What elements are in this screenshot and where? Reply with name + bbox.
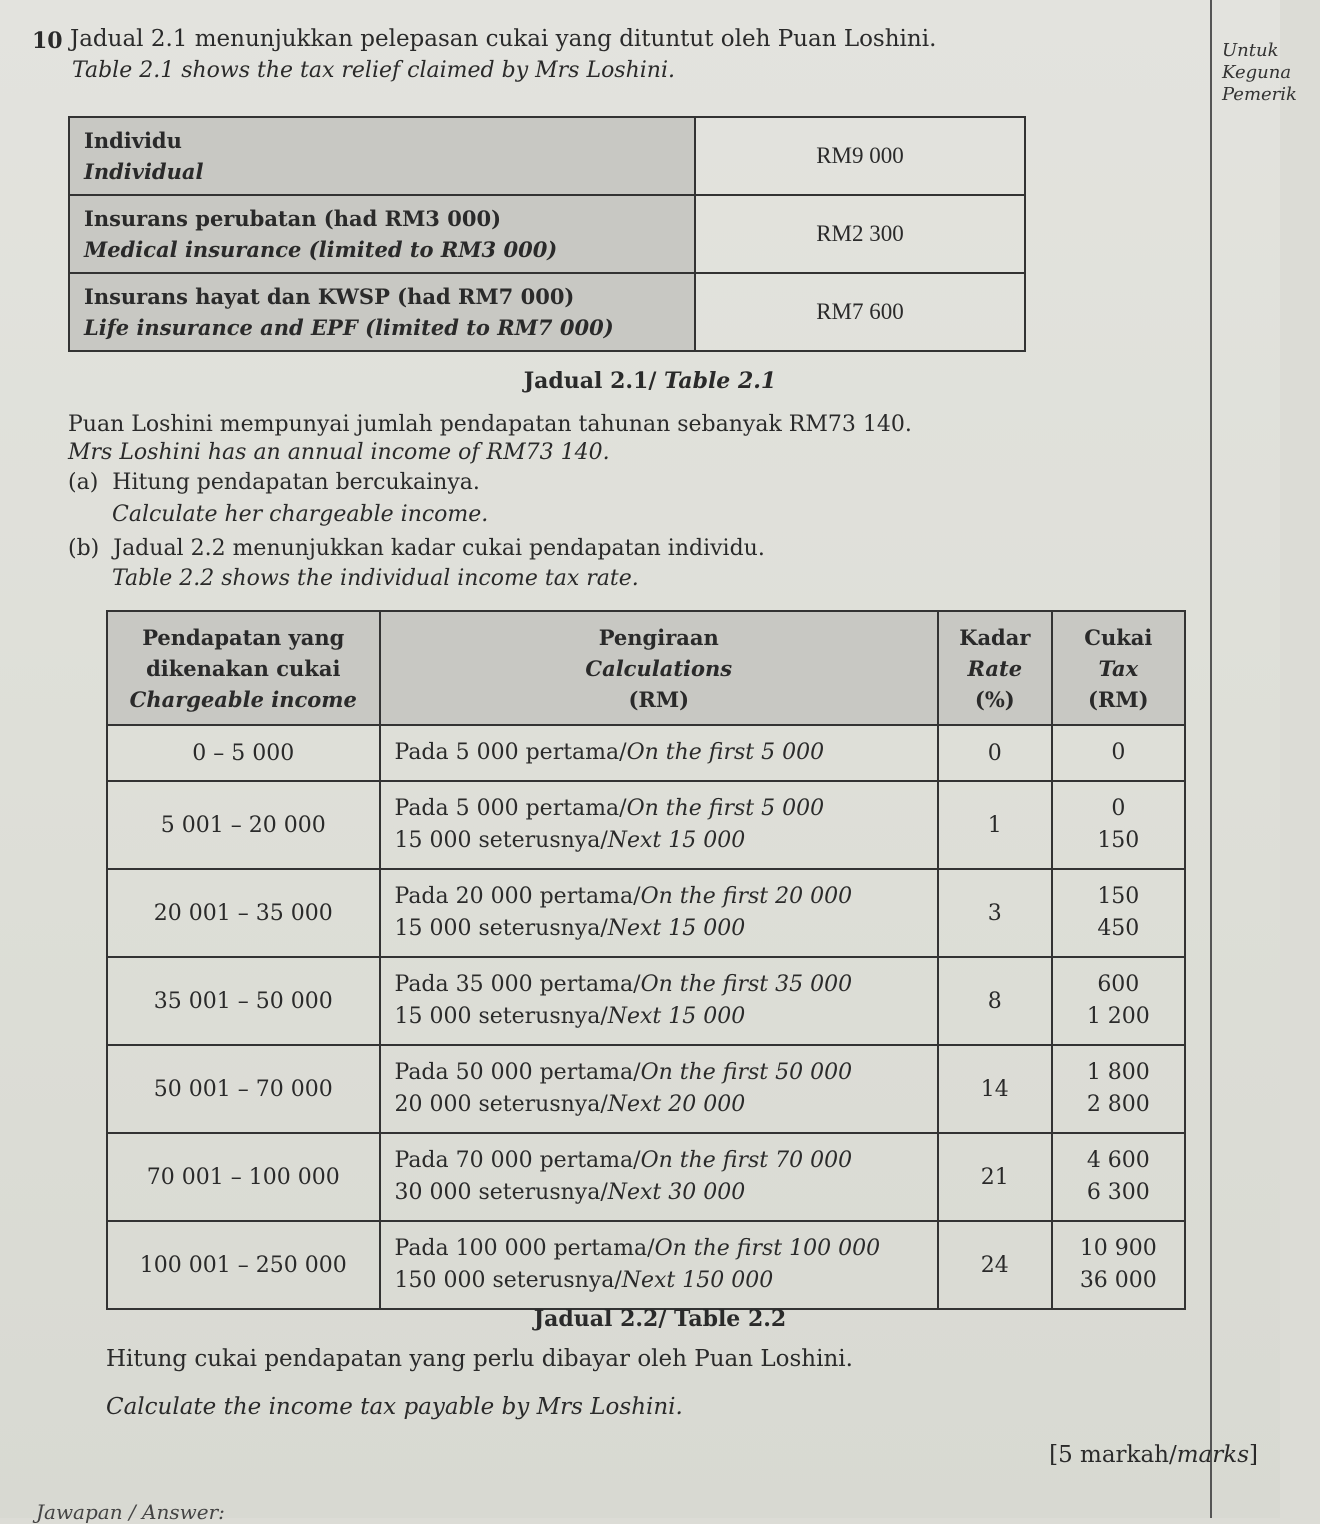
calc-line-2 <box>395 825 936 857</box>
calc1-ms: Pada 5 000 pertama/ <box>394 740 627 765</box>
rate-cell: 24 <box>938 1221 1052 1309</box>
table1-caption <box>0 368 1280 394</box>
income-tax-rate-table <box>106 610 1186 1310</box>
calc-line-2 <box>395 1001 936 1033</box>
rate-cell: 3 <box>938 869 1052 957</box>
table1-caption-ms: Jadual 2.1/ <box>523 368 657 394</box>
calc2-ms: 30 000 seterusnya/ <box>394 1180 608 1205</box>
header-calculations <box>380 611 938 725</box>
calc-line-2 <box>395 1265 936 1297</box>
header-tax-unit: (RM) <box>1088 686 1149 712</box>
header-income-ms2: dikenakan cukai <box>146 655 341 681</box>
calc-line-1 <box>395 881 936 913</box>
tax-value-2: 36 000 <box>1079 1268 1157 1293</box>
tax-value-2: 1 200 <box>1086 1004 1150 1029</box>
calc2-ms: 15 000 seterusnya/ <box>394 1004 608 1029</box>
header-tax-en: Tax <box>1098 655 1139 681</box>
chargeable-income-range: 0 – 5 000 <box>107 725 380 781</box>
calc-line-1 <box>395 1233 936 1265</box>
intro-malay: Jadual 2.1 menunjukkan pelepasan cukai yang dituntut oleh Puan Loshini. <box>70 26 937 52</box>
tax-value-1: 1 800 <box>1086 1060 1150 1085</box>
part-a-malay <box>68 470 480 495</box>
relief-label-en: Life insurance and EPF (limited to RM7 000) <box>84 315 614 340</box>
table2-caption-ms: Jadual 2.2/ <box>533 1306 667 1332</box>
calc-line-1 <box>395 793 936 825</box>
tax-rate-row <box>107 869 1185 957</box>
header-rate-ms: Kadar <box>959 624 1031 650</box>
calculation-cell <box>380 869 938 957</box>
calc1-en: On the first 100 000 <box>654 1236 881 1261</box>
calc2-ms: 20 000 seterusnya/ <box>394 1092 608 1117</box>
relief-label-ms: Insurans hayat dan KWSP (had RM7 000) <box>84 284 575 309</box>
tax-value-1: 0 <box>1111 740 1126 765</box>
calc2-ms: 150 000 seterusnya/ <box>394 1268 622 1293</box>
calculation-cell <box>380 781 938 869</box>
tax-value-1: 600 <box>1097 972 1140 997</box>
relief-label <box>69 195 695 273</box>
calc-line-2 <box>395 913 936 945</box>
tax-cell <box>1052 1045 1185 1133</box>
header-income-en: Chargeable income <box>129 686 357 712</box>
calc1-ms: Pada 5 000 pertama/ <box>394 796 627 821</box>
examiner-margin <box>1210 0 1282 1518</box>
relief-label-ms: Insurans perubatan (had RM3 000) <box>84 206 502 231</box>
task-malay: Hitung cukai pendapatan yang perlu dibayar oleh Puan Loshini. <box>106 1346 853 1372</box>
tax-rate-row <box>107 1045 1185 1133</box>
tax-value-1: 150 <box>1097 884 1140 909</box>
part-b-malay <box>68 536 765 561</box>
tax-rate-row <box>107 781 1185 869</box>
relief-label-en: Individual <box>84 159 204 184</box>
marks-ms: [5 markah/ <box>1049 1442 1177 1468</box>
tax-rate-row <box>107 957 1185 1045</box>
rate-cell: 8 <box>938 957 1052 1045</box>
calc1-en: On the first 5 000 <box>626 740 825 765</box>
calc1-en: On the first 5 000 <box>626 796 825 821</box>
tax-rate-row <box>107 1221 1185 1309</box>
relief-row <box>69 117 1025 195</box>
chargeable-income-range: 100 001 – 250 000 <box>107 1221 380 1309</box>
table2-caption-en: Table 2.2 <box>674 1306 787 1332</box>
calc1-en: On the first 20 000 <box>640 884 853 909</box>
calc2-ms: 15 000 seterusnya/ <box>394 916 608 941</box>
part-b-label: (b) <box>68 536 100 561</box>
calc1-ms: Pada 35 000 pertama/ <box>394 972 641 997</box>
part-a-label: (a) <box>68 470 99 495</box>
calculation-cell <box>380 1133 938 1221</box>
relief-label-en: Medical insurance (limited to RM3 000) <box>84 237 558 262</box>
tax-value-1: 4 600 <box>1086 1148 1150 1173</box>
rate-cell: 21 <box>938 1133 1052 1221</box>
header-rate <box>938 611 1052 725</box>
calc-line-1 <box>395 1145 936 1177</box>
header-calc-unit: (RM) <box>628 686 690 712</box>
task-english: Calculate the income tax payable by Mrs Loshini. <box>106 1394 683 1420</box>
part-b-english: Table 2.2 shows the individual income tax rate. <box>112 566 639 591</box>
table1-caption-en: Table 2.1 <box>664 368 777 394</box>
tax-value-1: 10 900 <box>1079 1236 1157 1261</box>
relief-value: RM2 300 <box>695 195 1025 273</box>
calc1-ms: Pada 100 000 pertama/ <box>394 1236 655 1261</box>
calc-line-1 <box>395 1057 936 1089</box>
calc2-en: Next 15 000 <box>607 1004 746 1029</box>
relief-value: RM7 600 <box>695 273 1025 351</box>
tax-cell <box>1052 725 1185 781</box>
tax-value-1: 0 <box>1111 796 1126 821</box>
margin-label-1: Untuk <box>1222 40 1279 61</box>
calc1-ms: Pada 20 000 pertama/ <box>394 884 641 909</box>
margin-label-3: Pemerik <box>1222 84 1297 105</box>
chargeable-income-range: 70 001 – 100 000 <box>107 1133 380 1221</box>
chargeable-income-range: 5 001 – 20 000 <box>107 781 380 869</box>
part-b-text-ms: Jadual 2.2 menunjukkan kadar cukai pendapatan individu. <box>113 536 765 561</box>
margin-label-2: Keguna <box>1222 62 1292 83</box>
header-chargeable-income <box>107 611 380 725</box>
calc2-en: Next 20 000 <box>607 1092 746 1117</box>
calc-line-1 <box>395 737 936 769</box>
rate-table-header-row <box>107 611 1185 725</box>
header-calc-ms: Pengiraan <box>598 624 719 650</box>
calc1-ms: Pada 70 000 pertama/ <box>394 1148 641 1173</box>
calculation-cell <box>380 725 938 781</box>
calc1-en: On the first 50 000 <box>640 1060 853 1085</box>
calc-line-2 <box>395 1089 936 1121</box>
chargeable-income-range: 50 001 – 70 000 <box>107 1045 380 1133</box>
part-a-text-ms: Hitung pendapatan bercukainya. <box>112 470 480 495</box>
chargeable-income-range: 20 001 – 35 000 <box>107 869 380 957</box>
relief-label-ms: Individu <box>84 128 182 153</box>
tax-cell <box>1052 781 1185 869</box>
header-income-ms1: Pendapatan yang <box>142 624 345 650</box>
tax-value-2: 150 <box>1097 828 1140 853</box>
marks-label <box>1049 1442 1258 1468</box>
header-rate-unit: (%) <box>974 686 1015 712</box>
calc2-en: Next 150 000 <box>621 1268 774 1293</box>
tax-value-2: 450 <box>1097 916 1140 941</box>
calculation-cell <box>380 957 938 1045</box>
tax-relief-table <box>68 116 1026 352</box>
calc1-ms: Pada 50 000 pertama/ <box>394 1060 641 1085</box>
relief-row <box>69 195 1025 273</box>
rate-cell: 0 <box>938 725 1052 781</box>
table2-caption <box>0 1306 1320 1332</box>
rate-cell: 1 <box>938 781 1052 869</box>
intro-english: Table 2.1 shows the tax relief claimed by Mrs Loshini. <box>72 58 676 83</box>
tax-value-2: 2 800 <box>1086 1092 1150 1117</box>
relief-row <box>69 273 1025 351</box>
marks-en: marks <box>1176 1442 1250 1468</box>
marks-close: ] <box>1249 1442 1258 1468</box>
calc2-en: Next 15 000 <box>607 828 746 853</box>
calc-line-2 <box>395 1177 936 1209</box>
income-malay: Puan Loshini mempunyai jumlah pendapatan tahunan sebanyak RM73 140. <box>68 412 912 437</box>
tax-cell <box>1052 1133 1185 1221</box>
chargeable-income-range: 35 001 – 50 000 <box>107 957 380 1045</box>
header-rate-en: Rate <box>967 655 1023 681</box>
question-number: 10 <box>32 28 63 54</box>
header-calc-en: Calculations <box>585 655 733 681</box>
calc1-en: On the first 35 000 <box>640 972 853 997</box>
calc1-en: On the first 70 000 <box>640 1148 853 1173</box>
tax-cell <box>1052 1221 1185 1309</box>
relief-value: RM9 000 <box>695 117 1025 195</box>
relief-label <box>69 273 695 351</box>
tax-rate-row <box>107 725 1185 781</box>
calc2-en: Next 30 000 <box>607 1180 746 1205</box>
tax-cell <box>1052 957 1185 1045</box>
tax-value-2: 6 300 <box>1086 1180 1150 1205</box>
calc2-en: Next 15 000 <box>607 916 746 941</box>
calculation-cell <box>380 1045 938 1133</box>
relief-label <box>69 117 695 195</box>
calc2-ms: 15 000 seterusnya/ <box>394 828 608 853</box>
rate-cell: 14 <box>938 1045 1052 1133</box>
answer-label: Jawapan / Answer: <box>36 1500 225 1524</box>
header-tax <box>1052 611 1185 725</box>
calc-line-1 <box>395 969 936 1001</box>
part-a-english: Calculate her chargeable income. <box>112 502 489 527</box>
header-tax-ms: Cukai <box>1084 624 1153 650</box>
income-english: Mrs Loshini has an annual income of RM73 140. <box>68 440 610 465</box>
calculation-cell <box>380 1221 938 1309</box>
tax-rate-row <box>107 1133 1185 1221</box>
tax-cell <box>1052 869 1185 957</box>
